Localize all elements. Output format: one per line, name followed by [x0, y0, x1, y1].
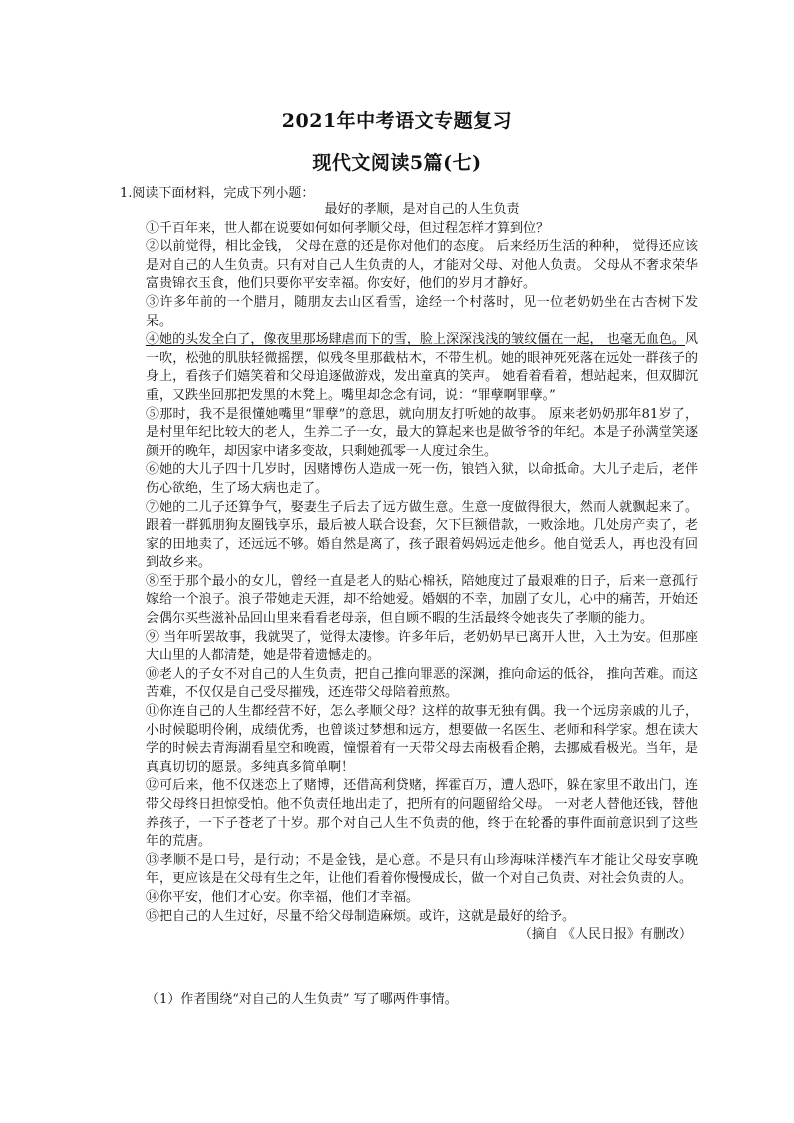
document-subtitle: 现代文阅读5篇(七): [312, 152, 482, 174]
paragraph-11: ⑪你连自己的人生都经营不好，怎么孝顺父母？这样的故事无独有偶。我一个远房亲戚的儿子，小时候聪明伶俐，成绩优秀，也曾谈过梦想和远方，想要做一名医生、老师和科学家。想在读大学的时候去青海湖看星空和晚霞，憧憬着有一天带父母去南极看企鹅，去挪威看极光。当年，是真真切切的愿景。多纯真多简单啊！: [146, 704, 698, 775]
document-title: 2021年中考语文专题复习: [281, 110, 513, 132]
paragraph-8: ⑧至于那个最小的女儿，曾经一直是老人的贴心棉袄，陪她度过了最艰难的日子，后来一意孤行嫁给一个浪子。浪子带她走天涯，却不给她爱。婚姻的不幸，加剧了女儿，心中的痛苦，开始还会偶尔买些滋补品回山里来看看老母亲，但自顾不暇的生活最终令她丧失了孝顺的能力。: [146, 573, 698, 627]
paragraph-6: ⑥她的大儿子四十几岁时，因赌博伤人造成一死一伤，锒铛入狱，以命抵命。大儿子走后，老伴伤心欲绝，生了场大病也走了。: [146, 462, 698, 496]
reading-article: [146, 201, 698, 945]
underlined-sentence: ④她的头发全白了，像夜里那场肆虐而下的雪，脸上深深浅浅的皱纹僵在一起， 也毫无血色。: [146, 332, 685, 348]
paragraph-3: ③许多年前的一个腊月，随朋友去山区看雪，途经一个村落时，见一位老奶奶坐在古杏树下发呆。: [146, 294, 698, 329]
paragraph-4-rest: 风一吹，松弛的肌肤轻微摇摆，似残冬里那截枯木，不带生机。她的眼神死死落在远处一群孩子的身上，看孩子们嬉笑着和父母追逐做游戏，发出童真的笑声。 她看着看着，想站起来，但双脚沉重，又跌坐回那把发黑的木凳上。嘴里却念念有词，说：“罪孽啊罪孽。”: [146, 332, 698, 403]
article-title: 最好的孝顺，是对自己的人生负责: [324, 202, 520, 217]
paragraph-10: ⑩老人的子女不对自己的人生负责，把自己推向罪恶的深渊，推向命运的低谷， 推向苦难。而这苦难，不仅仅是自己受尽摧残，还连带父母陪着煎熬。: [146, 666, 698, 701]
paragraph-13: ⑬孝顺不是口号，是行动；不是金钱，是心意。不是只有山珍海味洋楼汽车才能让父母安享晚年，更应该是在父母有生之年，让他们看着你慢慢成长，做一个对自己负责、对社会负责的人。: [146, 852, 698, 887]
paragraph-15: ⑮把自己的人生过好，尽量不给父母制造麻烦。或许，这就是最好的给予。: [146, 908, 576, 924]
paragraph-9: ⑨ 当年听罢故事，我就哭了，觉得太凄惨。许多年后，老奶奶早已离开人世，入土为安。但那座大山里的人都清楚，她是带着遗憾走的。: [146, 629, 698, 664]
paragraph-1: ①千百年来，世人都在说要如何如何孝顺父母，但过程怎样才算到位？: [146, 220, 550, 236]
paragraph-2: ②以前觉得，相比金钱， 父母在意的还是你对他们的态度。 后来经历生活的种种， 觉得还应该是对自己的人生负责。只有对自己人生负责的人，才能对父母、对他人负责。 父母从不奢求荣华富贵锦衣玉食，他们只要你平安幸福。你安好，他们的岁月才静好。: [146, 239, 698, 292]
paragraph-7: ⑦她的二儿子还算争气，娶妻生子后去了远方做生意。生意一度做得很大，然而人就飘起来了。 跟着一群狐朋狗友圈钱享乐，最后被人联合设套，欠下巨额借款，一败涂地。几处房产卖了，老家的田地卖了，还远远不够。婚自然是离了，孩子跟着妈妈远走他乡。他自觉丢人，再也没有回到故乡来。: [146, 499, 698, 571]
paragraph-4: [146, 331, 698, 405]
paragraph-12: ⑫可后来，他不仅迷恋上了赌博，还借高利贷赌，挥霍百万，遭人恐吓，躲在家里不敢出门，连带父母终日担惊受怕。他不负责任地出走了，把所有的问题留给父母。 一对老人替他还钱，替他养孩子，一下子苍老了十岁。那个对自己人生不负责的他，终于在轮番的事件面前意识到了这些年的荒唐。: [146, 778, 698, 850]
paragraph-14: ⑭你平安，他们才心安。你幸福，他们才幸福。: [146, 889, 420, 905]
paragraph-5: ⑤那时，我不是很懂她嘴里“罪孽”的意思，就向朋友打听她的故事。 原来老奶奶那年81岁了，是村里年纪比较大的老人，生养二子一女，最大的算起来也是做爷爷的年纪。本是子孙满堂笑逐颜开的晚年，却因家中诸多变故，只剩她孤零一人度过余生。: [146, 406, 698, 459]
question-lead: 1.阅读下面材料，完成下列小题：: [120, 186, 315, 201]
subquestion-1: （1）作者围绕“对自己的人生负责” 写了哪两件事情。: [146, 992, 458, 1007]
article-source: （摘自 《人民日报》有删改）: [518, 927, 692, 943]
